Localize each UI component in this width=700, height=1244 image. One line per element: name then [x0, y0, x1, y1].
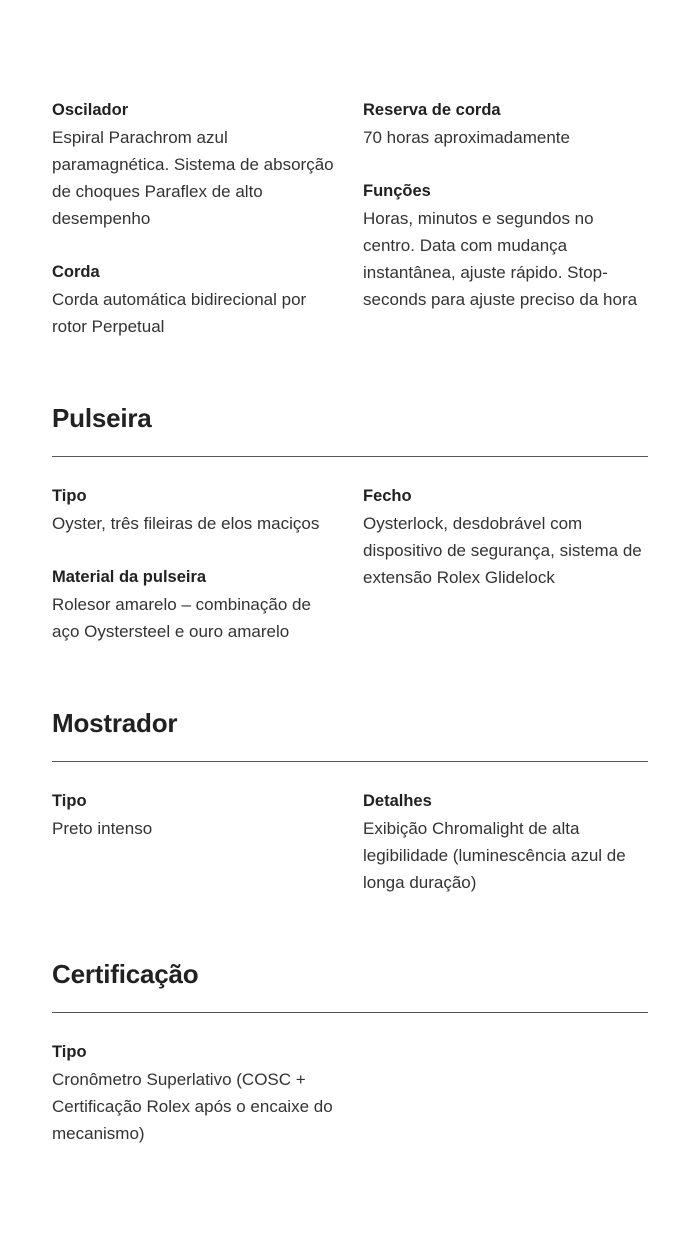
spec-value: Corda automática bidirecional por rotor Perpetual [52, 290, 307, 336]
movement-right-column [363, 97, 648, 340]
spec-functions [363, 178, 648, 313]
spec-dial-details [363, 788, 648, 896]
spec-title: Reserva de corda [363, 101, 501, 119]
spec-value: Exibição Chromalight de alta legibilidade (luminescência azul de longa duração) [363, 819, 626, 892]
spec-title: Tipo [52, 487, 87, 505]
spec-title: Material da pulseira [52, 568, 207, 586]
dial-left-column [52, 788, 342, 869]
spec-title: Oscilador [52, 101, 129, 119]
spec-winding [52, 259, 342, 340]
spec-value: Oysterlock, desdobrável com dispositivo de segurança, sistema de extensão Rolex Glidelock [363, 514, 642, 587]
section-divider [52, 1012, 648, 1013]
movement-left-column [52, 97, 342, 367]
spec-title: Fecho [363, 487, 412, 505]
spec-value: Espiral Parachrom azul paramagnética. Sistema de absorção de choques Paraflex de alto desempenho [52, 128, 334, 228]
spec-title: Funções [363, 182, 431, 200]
spec-title: Tipo [52, 792, 87, 810]
spec-bracelet-type [52, 483, 342, 537]
spec-clasp [363, 483, 648, 591]
bracelet-right-column [363, 483, 648, 618]
section-heading-certification: Certificação [52, 959, 199, 989]
spec-oscillator [52, 97, 342, 232]
section-divider [52, 761, 648, 762]
spec-value: Oyster, três fileiras de elos maciços [52, 514, 320, 533]
section-heading-bracelet: Pulseira [52, 403, 152, 433]
certification-left-column [52, 1039, 342, 1174]
section-divider [52, 456, 648, 457]
spec-certification-type [52, 1039, 342, 1147]
dial-right-column [363, 788, 648, 923]
spec-title: Detalhes [363, 792, 432, 810]
spec-value: 70 horas aproximadamente [363, 128, 570, 147]
spec-title: Tipo [52, 1043, 87, 1061]
spec-value: Preto intenso [52, 819, 153, 838]
spec-bracelet-material [52, 564, 342, 645]
spec-dial-type [52, 788, 342, 842]
spec-value: Horas, minutos e segundos no centro. Data com mudança instantânea, ajuste rápido. Stop-seconds para ajuste preciso da hora [363, 209, 638, 309]
spec-value: Cronômetro Superlativo (COSC + Certificação Rolex após o encaixe do mecanismo) [52, 1070, 333, 1143]
spec-value: Rolesor amarelo – combinação de aço Oystersteel e ouro amarelo [52, 595, 311, 641]
bracelet-left-column [52, 483, 342, 672]
spec-title: Corda [52, 263, 100, 281]
spec-power-reserve [363, 97, 648, 151]
section-heading-dial: Mostrador [52, 708, 178, 738]
